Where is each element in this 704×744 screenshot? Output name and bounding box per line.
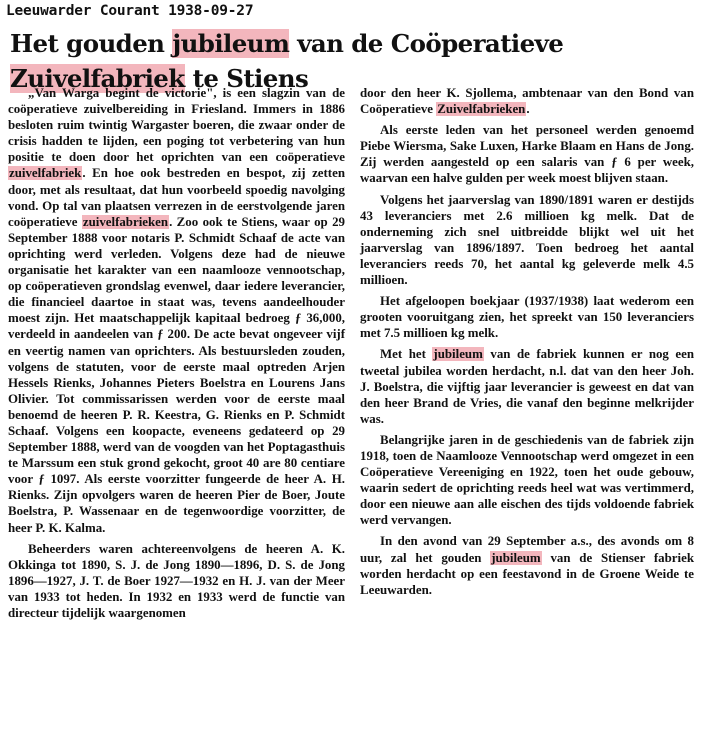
paragraph-text: In den avond van 29 September a.s., des avonds om 8 uur, zal het gouden <box>360 534 694 565</box>
paragraph-text: van de fabriek kunnen er nog een tweetal jubilea worden herdacht, n.l. dat van den heer Joh. J. Boelstra, die vijftig jaar leverancier is geweest en dat van den heer Brand de Vries, die vanaf den beginne melkrijder was. <box>360 347 695 426</box>
article-paragraph: Als eerste leden van het personeel werden genoemd Piebe Wiersma, Sake Luxen, Harke Blaam en Hans de Jong. Zij werden aangesteld op een salaris van ƒ 6 per week, waarvan een halve gulden per week moest blijven staan. <box>360 123 694 186</box>
highlight-jubileum: jubileum <box>433 347 483 362</box>
headline-highlight-jubileum: jubileum <box>172 29 290 58</box>
paragraph-text: van de Stienser fabriek worden herdacht op een feestavond in de Groene Weide te Leeuwarden. <box>360 550 694 597</box>
paragraph-text: „Van Warga begint de victorie", is een slagzin van de coöperatieve zuivelbereiding in Friesland. Immers in 1886 besloten ruim twintig Wargaster boeren, die zwaar onder de crisis hadden te lijden, een poging tot verbetering van hun positie te doen door het oprichten van een coöperatieve <box>8 86 345 165</box>
paragraph-text: . En hoe ook bestreden en bespot, zij zetten door, met als resultaat, dat hun voorbeeld spoedig navolging vond. Op tal van plaatsen verrezen in de eerstvolgende jaren coöperatieve <box>8 166 345 229</box>
highlight-zuivelfabrieken: Zuivelfabrieken <box>437 102 526 117</box>
headline-text: van de Coöperatieve <box>289 29 564 58</box>
newspaper-source-date: Leeuwarder Courant 1938-09-27 <box>6 3 254 19</box>
paragraph-text: . Zoo ook te Stiens, waar op 29 September 1888 voor notaris P. Schmidt Schaaf de acte van oprichting werd verleden. Volgens deze had de nieuwe organisatie het karakter van een naamlooze vennootschap, op coöperatieven grondslag evenwel, daar iedere leverancier, die financieel daartoe in staat was, tevens aandeelhouder moest zijn. Het maatschappelijk kapitaal bedroeg ƒ 36,000, verdeeld in aandeelen van ƒ 200. De acte bevat ongeveer vijf en veertig namen van oprichters. Als bestuursleden zouden, volgens de statuten, voor de eerste maal optreden Arjen Hessels Rienks, Johannes Pieters Boelstra en Lourens Jans Olivier. Tot commissarissen werden voor de eerste maal benoemd de heeren P. R. Keestra, G. Rienks en P. Schmidt Schaaf. Volgens een koopacte, eveneens gedateerd op 29 September 1888, werd van de voogden van het Poptagasthuis te Marssum een stuk grond gekocht, groot 40 are 80 centiare voor ƒ 1097. Als eerste voorzitter fungeerde de heer A. H. Rienks. Zijn opvolgers waren de heeren Pier de Boer, Joute Boelstra, P. Wassenaar en de tegenwoordige voorzitter, de heer P. K. Kalma. <box>8 214 346 535</box>
paragraph-text: . <box>526 102 530 117</box>
article-paragraph <box>8 85 345 536</box>
headline-text: Het gouden <box>10 29 173 58</box>
article-paragraph <box>360 533 694 597</box>
highlight-zuivelfabrieken: zuivelfabrieken <box>82 214 169 229</box>
headline-highlight-zuivelfabriek: Zuivelfabriek <box>10 64 185 93</box>
article-paragraph: Volgens het jaarverslag van 1890/1891 waren er destijds 43 leveranciers met 2.6 millioen kg melk. Dat de onderneming zich snel uitbreidde blijkt wel uit het jaarverslag van 1896/1897. Toen bedroeg het aantal leveranciers reeds 70, het aantal kg geleverde melk 4.5 millioen. <box>360 192 694 288</box>
article-paragraph: Beheerders waren achtereenvolgens de heeren A. K. Okkinga tot 1890, S. J. de Jong 1890—1896, D. S. de Jong 1896—1927, J. T. de Boer 1927—1932 en H. J. van der Meer van 1933 tot heden. In 1932 en 1933 werd de functie van directeur tijdelijk waargenomen <box>8 541 345 620</box>
article-paragraph: Belangrijke jaren in de geschiedenis van de fabriek zijn 1918, toen de Naamlooze Vennootschap werd omgezet in een Coöperatieve Vereeniging en 1922, toen het oude gebouw, waarin sedert de oprichting reeds heel wat was vertimmerd, door een nieuwe aan alle eischen des tijds voldoende fabriek werd vervangen. <box>360 432 694 528</box>
article-column-left <box>8 85 345 626</box>
article-paragraph: Het afgeloopen boekjaar (1937/1938) laat wederom een grooten vooruitgang zien, het spreekt van 150 leveranciers met 7.5 millioen kg melk. <box>360 294 694 341</box>
headline-text: te Stiens <box>184 64 309 93</box>
article-column-right <box>360 85 694 603</box>
paragraph-text: Met het <box>380 347 433 362</box>
highlight-jubileum: jubileum <box>491 550 541 565</box>
article-paragraph <box>360 346 694 426</box>
highlight-zuivelfabriek: zuivelfabriek <box>9 166 82 181</box>
headline-line-1 <box>10 26 700 61</box>
paragraph-text: door den heer K. Sjollema, ambtenaar van den Bond van Coöperatieve <box>360 86 694 117</box>
article-paragraph <box>360 85 694 117</box>
